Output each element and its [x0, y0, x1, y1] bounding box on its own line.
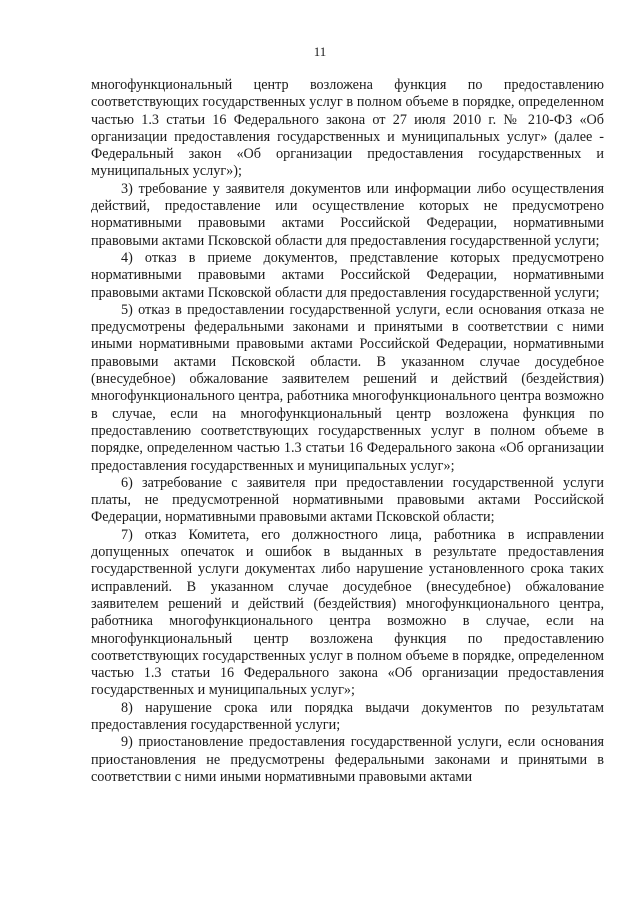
paragraph-item-5: 5) отказ в предоставлении государственной услуги, если основания отказа не предусмотрены федеральными законами и принятыми в соответствии с ними иными нормативными правовыми актами Российской Федерации, нормативными правовыми актами Псковской области. В указанном случае досудебное (внесудебное) обжалование заявителем решений и действий (бездействия) многофункционального центра, работника многофункционального центра возможно в случае, если на многофункциональный центр возложена функция по предоставлению соответствующих государственных услуг в полном объеме в порядке, определенном частью 1.3 статьи 16 Федерального закона «Об организации предоставления государственных и муниципальных услуг»; — [91, 301, 604, 474]
paragraph-item-6: 6) затребование с заявителя при предоставлении государственной услуги платы, не предусмотренной нормативными правовыми актами Российской Федерации, нормативными правовыми актами Псковской области; — [91, 474, 604, 526]
paragraph-item-9: 9) приостановление предоставления государственной услуги, если основания приостановления не предусмотрены федеральными законами и принятыми в соответствии с ними иными нормативными правовыми актами — [91, 734, 604, 785]
paragraph-item-4: 4) отказ в приеме документов, представление которых предусмотрено нормативными правовыми актами Российской Федерации, нормативными правовыми актами Псковской области для предоставления государственной услуги; — [91, 249, 604, 301]
document-body — [91, 77, 604, 786]
paragraph-item-3: 3) требование у заявителя документов или информации либо осуществления действий, предоставление или осуществление которых не предусмотрено нормативными правовыми актами Российской Федерации, нормативными правовыми актами Псковской области для предоставления государственной услуги; — [91, 180, 604, 249]
page-number: 11 — [313, 44, 327, 59]
paragraph-continuation: многофункциональный центр возложена функция по предоставлению соответствующих государственных услуг в полном объеме в порядке, определенном частью 1.3 статьи 16 Федерального закона от 27 июля 2010 г. № 210-ФЗ «Об организации предоставления государственных и муниципальных услуг» (далее - Федеральный закон «Об организации предоставления государственных и муниципальных услуг»); — [91, 77, 604, 180]
paragraph-item-7: 7) отказ Комитета, его должностного лица, работника в исправлении допущенных опечаток и ошибок в выданных в результате предоставления государственной услуги документах либо нарушение установленного срока таких исправлений. В указанном случае досудебное (внесудебное) обжалование заявителем решений и действий (бездействия) многофункционального центра, работника многофункционального центра возможно в случае, если на многофункциональный центр возложена функция по предоставлению соответствующих государственных услуг в полном объеме в порядке, определенном частью 1.3 статьи 16 Федерального закона «Об организации предоставления государственных и муниципальных услуг»; — [91, 526, 604, 699]
paragraph-item-8: 8) нарушение срока или порядка выдачи документов по результатам предоставления государственной услуги; — [91, 699, 604, 733]
